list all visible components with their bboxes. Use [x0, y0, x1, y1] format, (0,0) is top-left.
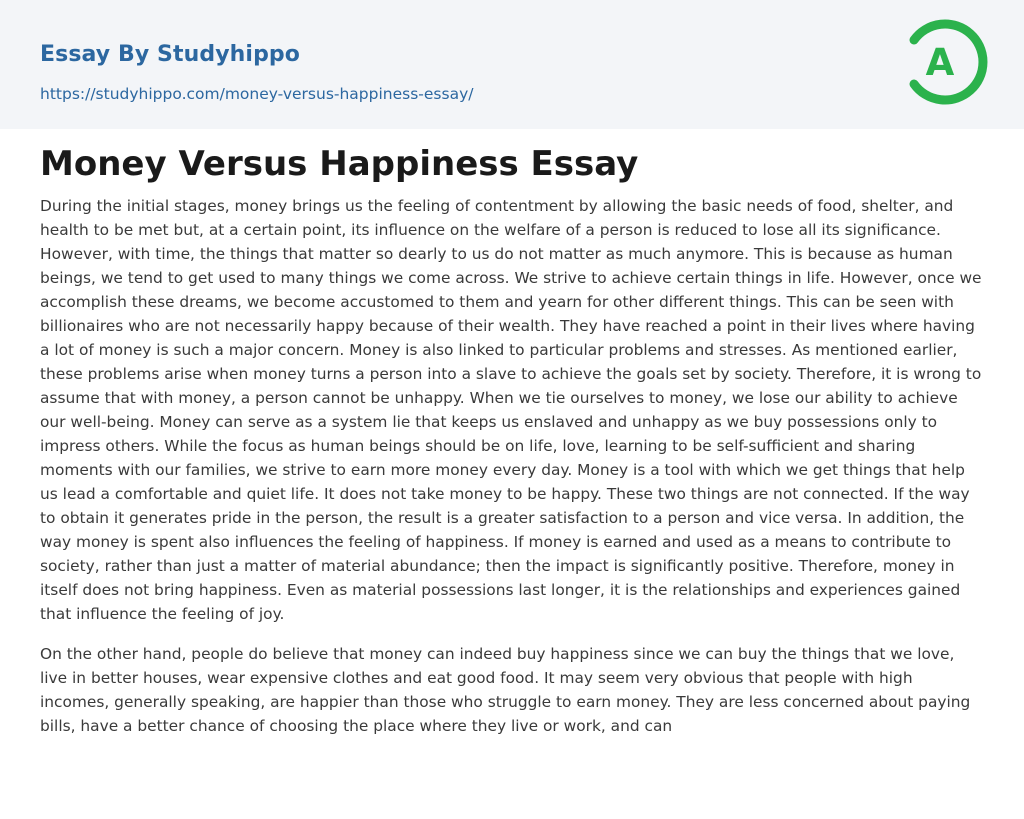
logo-letter: A [925, 41, 955, 84]
essay-body [40, 194, 986, 754]
site-header [0, 0, 1024, 129]
page-title: Money Versus Happiness Essay [40, 144, 639, 184]
brand-name[interactable]: Essay By Studyhippo [40, 42, 300, 67]
essay-paragraph: On the other hand, people do believe that money can indeed buy happiness since we can buy the things that we love, live in better houses, wear expensive clothes and eat good food. It may seem very obvious that people with high incomes, generally speaking, are happier than those who struggle to earn money. They are less concerned about paying bills, have a better chance of choosing the place where they live or work, and can [40, 645, 971, 735]
essay-paragraph: During the initial stages, money brings us the feeling of contentment by allowing the basic needs of food, shelter, and health to be met but, at a certain point, its influence on the welfare of a person is reduced to lose all its significance. However, with time, the things that matter so dearly to us do not matter as much anymore. This is because as human beings, we tend to get used to many things we come across. We strive to achieve certain things in life. However, once we accomplish these dreams, we become accustomed to them and yearn for other different things. This can be seen with billionaires who are not necessarily happy because of their wealth. They have reached a point in their lives where having a lot of money is such a major concern. Money is also linked to particular problems and stresses. As mentioned earlier, these problems arise when money turns a person into a slave to achieve the goals set by society. Therefore, it is wrong to assume that with money, a person cannot be unhappy. When we tie ourselves to money, we lose our ability to achieve our well-being. Money can serve as a system lie that keeps us enslaved and unhappy as we buy possessions only to impress others. While the focus as human beings should be on life, love, learning to be self-sufficient and sharing moments with our families, we strive to earn more money every day. Money is a tool with which we get things that help us lead a comfortable and quiet life. It does not take money to be happy. These two things are not connected. If the way to obtain it generates pride in the person, the result is a greater satisfaction to a person and vice versa. In addition, the way money is spent also influences the feeling of happiness. If money is earned and used as a means to contribute to society, rather than just a matter of material abundance; then the impact is significantly positive. Therefore, money in itself does not bring happiness. Even as material possessions last longer, it is the relationships and experiences gained that influence the feeling of joy. [40, 197, 982, 623]
page-url-link[interactable]: https://studyhippo.com/money-versus-happiness-essay/ [40, 85, 474, 103]
studyhippo-logo-icon[interactable] [904, 18, 988, 106]
